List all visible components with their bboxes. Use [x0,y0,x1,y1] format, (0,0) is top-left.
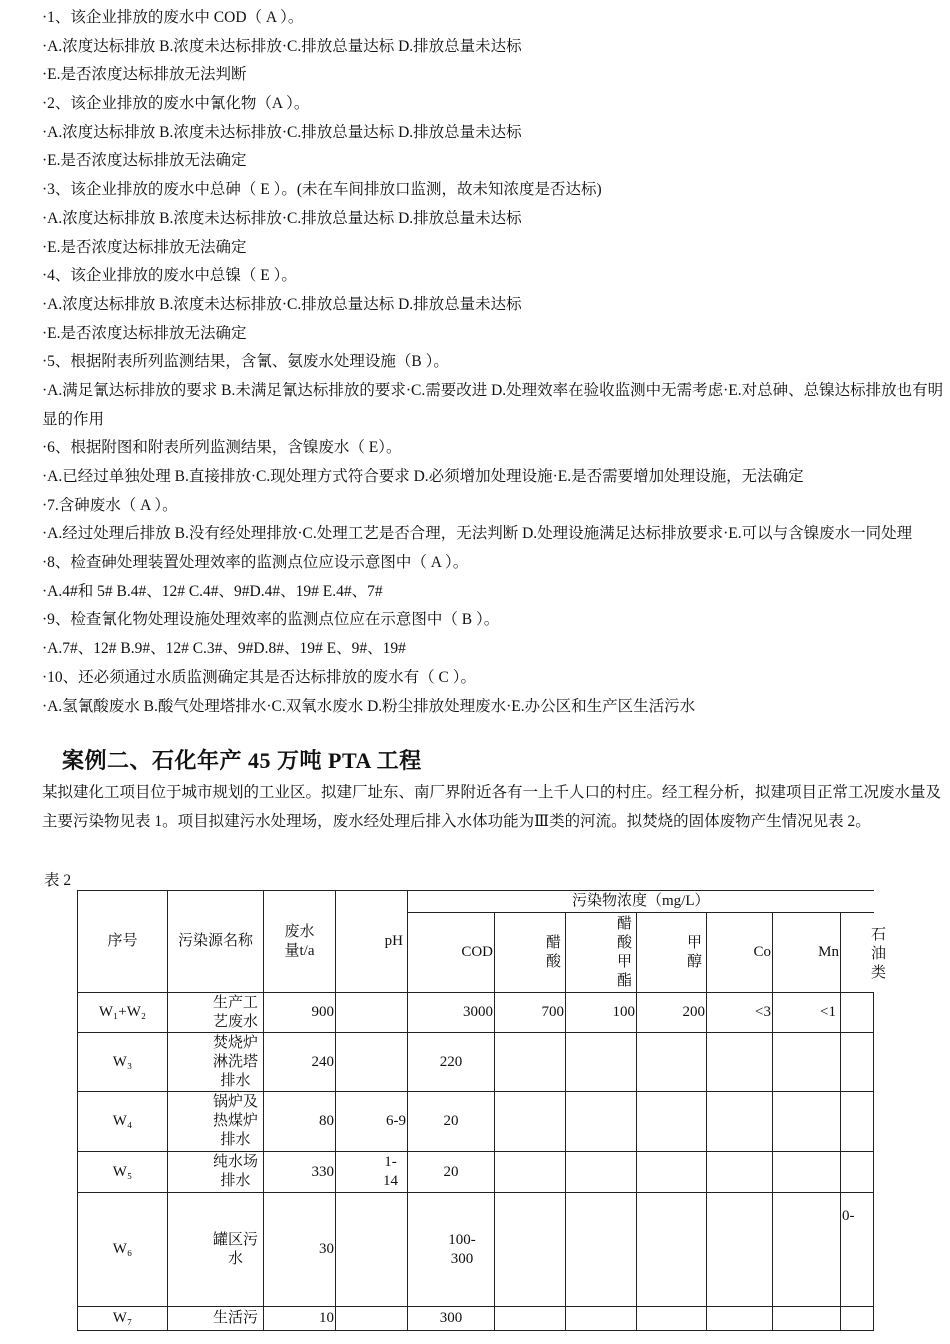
question-list [42,4,950,721]
cell-source: 生产工艺废水 [168,993,264,1033]
cell-seq: W₅ [78,1152,168,1193]
cell-ph: 6-9 [336,1092,408,1152]
options-line: ·E.是否浓度达标排放无法判断 [42,66,247,84]
options-line: ·A.浓度达标排放 B.浓度未达标排放·C.排放总量达标 D.排放总量未达标 [42,37,522,55]
cell-volume: 80 [264,1092,336,1152]
cell-acetic [495,1033,566,1092]
options-line: ·E.是否浓度达标排放无法确定 [42,152,247,170]
cell-co [707,1033,773,1092]
question-line: ·9、检查氰化物处理设施处理效率的监测点位应在示意图中（ B ）。 [42,611,500,629]
question-line: ·1、该企业排放的废水中 COD（ A ）。 [42,9,304,26]
cell-co: <3 [707,993,773,1033]
cell-acetic: 700 [495,993,566,1033]
cell-methyl-acetate: 100 [566,993,637,1033]
options-line: ·A.4#和 5# B.4#、12# C.4#、9#D.4#、19# E.4#、7# [42,582,383,600]
header-methanol: 甲醇 [637,913,707,993]
question-line: ·6、根据附图和附表所列监测结果，含镍废水（ E）。 [42,439,402,457]
options-line: ·A.7#、12# B.9#、12# C.3#、9#D.8#、19# E、9#、19# [42,640,406,658]
cell-oil [841,1307,874,1331]
header-ph: pH [336,891,408,993]
cell-mn [773,1193,841,1307]
cell-cod: 300 [408,1307,495,1331]
cell-oil [841,1033,874,1092]
cell-methyl-acetate [566,1092,637,1152]
options-line: ·A.氢氰酸废水 B.酸气处理塔排水·C.双氧水废水 D.粉尘排放处理废水·E.办公区和生产区生活污水 [42,697,696,715]
table-row [78,1193,874,1307]
cell-mn: <1 [773,993,841,1033]
cell-source: 纯水场排水 [168,1152,264,1193]
header-oil: 石油类 [871,927,887,981]
options-line: ·E.是否浓度达标排放无法确定 [42,238,247,256]
cell-volume: 900 [264,993,336,1033]
cell-mn [773,1152,841,1193]
header-oil-cell [841,913,874,993]
cell-co [707,1193,773,1307]
table-row [78,993,874,1033]
question-line: ·3、该企业排放的废水中总砷（ E ）。(未在车间排放口监测，故未知浓度是否达标) [42,181,602,199]
cell-oil [841,1152,874,1193]
cell-source: 罐区污水 [168,1193,264,1307]
options-line: ·A.满足氰达标排放的要求 B.未满足氰达标排放的要求·C.需要改进 D.处理效率在验收监测中无需考虑·E.对总砷、总镍达标排放也有明显的作用 [42,381,944,428]
cell-volume: 10 [264,1307,336,1331]
table-row [78,1033,874,1092]
cell-volume: 330 [264,1152,336,1193]
table-row [78,1092,874,1152]
cell-acetic [495,1152,566,1193]
cell-oil [841,1092,874,1152]
cell-acetic [495,1092,566,1152]
cell-ph [336,1307,408,1331]
cell-co [707,1092,773,1152]
cell-ph [336,993,408,1033]
options-line: ·A.已经过单独处理 B.直接排放·C.现处理方式符合要求 D.必须增加处理设施·E.是否需要增加处理设施，无法确定 [42,468,804,486]
cell-volume: 30 [264,1193,336,1307]
cell-mn [773,1033,841,1092]
table-label: 表 2 [44,872,72,889]
cell-methanol: 200 [637,993,707,1033]
table-row [78,1152,874,1193]
cell-seq: W₆ [78,1193,168,1307]
cell-methanol [637,1193,707,1307]
header-seq: 序号 [78,891,168,993]
header-volume: 废水量t/a [264,891,336,993]
header-mn: Mn [773,913,841,993]
options-line: ·A.浓度达标排放 B.浓度未达标排放·C.排放总量达标 D.排放总量未达标 [42,209,522,227]
header-source: 污染源名称 [168,891,264,993]
cell-methyl-acetate [566,1152,637,1193]
cell-cod: 3000 [408,993,495,1033]
question-line: ·4、该企业排放的废水中总镍（ E ）。 [42,267,297,285]
question-line: ·7.含砷废水（ A ）。 [42,496,178,514]
options-line: ·A.浓度达标排放 B.浓度未达标排放·C.排放总量达标 D.排放总量未达标 [42,123,522,141]
cell-oil: 0- [841,1193,874,1307]
header-acetic-acid: 醋酸 [495,913,566,993]
cell-mn [773,1307,841,1331]
cell-methanol [637,1033,707,1092]
cell-ph [336,1033,408,1092]
cell-acetic [495,1307,566,1331]
question-line: ·10、还必须通过水质监测确定其是否达标排放的废水有（ C ）。 [42,668,477,686]
pollutant-table [77,890,874,1331]
header-co: Co [707,913,773,993]
cell-cod: 20 [408,1152,495,1193]
cell-methyl-acetate [566,1033,637,1092]
question-line: ·5、根据附表所列监测结果，含氰、氨废水处理设施（B ）。 [42,353,449,371]
case-title: 案例二、石化年产 45 万吨 PTA 工程 [62,748,422,773]
cell-cod: 100-300 [408,1193,495,1307]
question-line: ·8、检查砷处理装置处理效率的监测点位应设示意图中（ A ）。 [42,554,469,572]
cell-methyl-acetate [566,1193,637,1307]
options-line: ·A.经过处理后排放 B.没有经处理排放·C.处理工艺是否合理，无法判断 D.处理设施满足达标排放要求·E.可以与含镍废水一同处理 [42,525,913,543]
cell-co [707,1307,773,1331]
cell-seq: W₄ [78,1092,168,1152]
cell-source: 锅炉及热煤炉排水 [168,1092,264,1152]
cell-oil [841,993,874,1033]
header-cod: COD [408,913,495,993]
cell-methyl-acetate [566,1307,637,1331]
cell-volume: 240 [264,1033,336,1092]
options-line: ·A.浓度达标排放 B.浓度未达标排放·C.排放总量达标 D.排放总量未达标 [42,295,522,313]
cell-ph [336,1193,408,1307]
cell-methanol [637,1307,707,1331]
cell-cod: 20 [408,1092,495,1152]
cell-seq: W₇ [78,1307,168,1331]
cell-source: 焚烧炉淋洗塔排水 [168,1033,264,1092]
cell-methanol [637,1152,707,1193]
cell-source: 生活污 [168,1307,264,1331]
cell-acetic [495,1193,566,1307]
cell-cod: 220 [408,1033,495,1092]
question-line: ·2、该企业排放的废水中氰化物（A ）。 [42,95,310,113]
header-methyl-acetate: 醋酸甲酯 [566,913,637,993]
cell-seq: W₁+W₂ [78,993,168,1033]
options-line: ·E.是否浓度达标排放无法确定 [42,324,247,342]
table-row [78,1307,874,1331]
cell-mn [773,1092,841,1152]
cell-co [707,1152,773,1193]
cell-seq: W₃ [78,1033,168,1092]
cell-methanol [637,1092,707,1152]
header-pollutant-group: 污染物浓度（mg/L） [408,891,874,913]
intro-paragraph: 某拟建化工项目位于城市规划的工业区。拟建厂址东、南厂界附近各有一上千人口的村庄。经工程分析，拟建项目正常工况废水量及主要污染物见表 1。项目拟建污水处理场，废水经处理后排入水体功能为Ⅲ类的河流。拟焚烧的固体废物产生情况见表 2。 [42,784,942,830]
cell-ph: 1-14 [336,1152,408,1193]
